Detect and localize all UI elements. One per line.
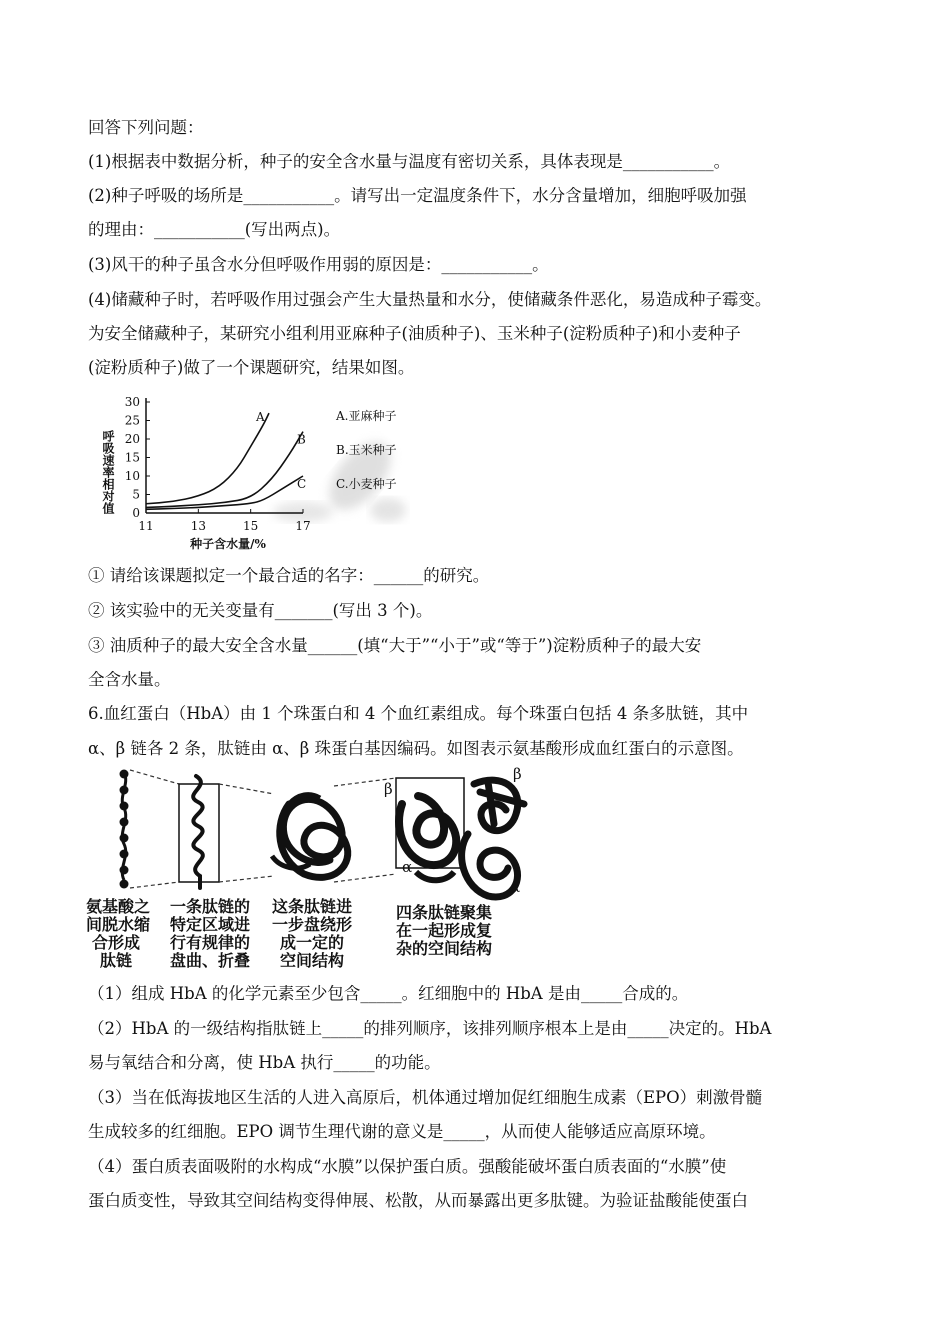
- projection-line: [334, 874, 396, 882]
- question-3: (3)风干的种子虽含水分但呼吸作用弱的原因是：___________。: [88, 255, 549, 274]
- part-3-line-1: （3）当在低海拔地区生活的人进入高原后，机体通过增加促红细胞生成素（EPO）刺激骨髓: [88, 1088, 763, 1107]
- part-2-line-2: 易与氧结合和分离，使 HbA 执行_____的功能。: [88, 1053, 441, 1072]
- folded-peptide-region: [179, 776, 219, 888]
- y-axis-label: 呼吸速率相对值: [101, 430, 115, 514]
- projection-line: [130, 770, 179, 784]
- question-4-line-2: 为安全储藏种子，某研究小组利用亚麻种子(油质种子)、玉米种子(淀粉质种子)和小麦种子: [88, 324, 741, 343]
- amino-acid-chain: [120, 770, 129, 889]
- legend-entry: A.亚麻种子: [336, 409, 397, 423]
- caption-stage-1: 氨基酸之: [86, 897, 151, 916]
- sub-question-2: ② 该实验中的无关变量有_______(写出 3 个)。: [88, 601, 433, 620]
- question-6-line-2: α、β 链各 2 条，肽链由 α、β 珠蛋白基因编码。如图表示氨基酸形成血红蛋白的示意图。: [88, 739, 744, 758]
- chain-label-alpha: α: [402, 858, 413, 876]
- x-tick-label: 17: [295, 519, 311, 533]
- x-tick-label: 11: [138, 519, 154, 533]
- series-curve-label: B: [297, 432, 306, 447]
- part-3-line-2: 生成较多的红细胞。EPO 调节生理代谢的意义是_____，从而使人能够适应高原环境。: [88, 1122, 716, 1141]
- series-curve-label: C: [297, 477, 307, 491]
- tertiary-structure: [272, 795, 348, 878]
- chart-axes: [146, 398, 303, 513]
- part-4-line-1: （4）蛋白质表面吸附的水构成“水膜”以保护蛋白质。强酸能破坏蛋白质表面的“水膜”使: [88, 1157, 727, 1176]
- stage-captions: [86, 897, 492, 970]
- y-tick-label: 30: [124, 395, 140, 409]
- question-6-line-1: 6.血红蛋白（HbA）由 1 个珠蛋白和 4 个血红素组成。每个珠蛋白包括 4 条多肽链，其中: [88, 704, 749, 723]
- y-tick-label: 15: [124, 450, 140, 465]
- sub-question-3-line-1: ③ 油质种子的最大安全含水量______(填“大于”“小于”或“等于”)淀粉质种子的最大安: [88, 636, 702, 655]
- caption-stage-2: 行有规律的: [170, 933, 251, 952]
- question-1: (1)根据表中数据分析，种子的安全含水量与温度有密切关系，具体表现是___________。: [88, 152, 731, 171]
- y-tick-label: 25: [124, 413, 140, 428]
- question-4-line-3: (淀粉质种子)做了一个课题研究，结果如图。: [88, 358, 415, 377]
- projection-line: [219, 876, 274, 882]
- caption-stage-1: 肽链: [100, 951, 133, 970]
- y-tick-label: 0: [132, 506, 140, 520]
- part-1: （1）组成 HbA 的化学元素至少包含_____。红细胞中的 HbA 是由_____合成的。: [88, 984, 689, 1003]
- caption-stage-2: 盘曲、折叠: [170, 951, 251, 970]
- sub-question-3-line-2: 全含水量。: [88, 670, 171, 689]
- caption-stage-3: 这条肽链进: [272, 897, 353, 916]
- part-4-line-2: 蛋白质变性，导致其空间结构变得伸展、松散，从而暴露出更多肽键。为验证盐酸能使蛋白: [88, 1191, 748, 1210]
- legend-entry: C.小麦种子: [336, 477, 397, 491]
- y-tick-label: 5: [132, 487, 140, 502]
- caption-stage-4: 杂的空间结构: [396, 939, 493, 958]
- caption-stage-3: 空间结构: [280, 951, 345, 970]
- chart-legend: [335, 409, 397, 491]
- projection-line: [219, 784, 274, 794]
- question-2-line-1: (2)种子呼吸的场所是___________。请写出一定温度条件下，水分含量增加，细胞呼吸加强: [88, 186, 747, 205]
- caption-stage-3: 一步盘绕形: [272, 915, 353, 934]
- quaternary-structure: [396, 778, 524, 897]
- series-curve-label: A: [255, 410, 265, 425]
- caption-stage-2: 特定区域进: [170, 915, 251, 934]
- caption-stage-3: 成一定的: [280, 933, 345, 952]
- y-tick-label: 20: [124, 432, 140, 446]
- caption-stage-2: 一条肽链的: [170, 897, 251, 916]
- projection-line: [130, 882, 179, 888]
- caption-stage-4: 在一起形成复: [396, 921, 493, 940]
- sub-question-1: ① 请给该课题拟定一个最合适的名字：______的研究。: [88, 566, 490, 585]
- intro-line: 回答下列问题：: [88, 118, 204, 137]
- caption-stage-1: 间脱水缩: [86, 915, 151, 934]
- x-axis-label: 种子含水量/%: [190, 537, 266, 551]
- series-line-B: [146, 432, 303, 508]
- chain-label-beta: β: [384, 780, 393, 798]
- caption-stage-4: 四条肽链聚集: [396, 903, 493, 922]
- chain-label-alpha: α: [510, 878, 521, 896]
- question-2-line-2: 的理由：___________(写出两点)。: [88, 220, 341, 239]
- series-line-A: [146, 413, 269, 504]
- respiration-rate-chart: [98, 392, 428, 552]
- y-tick-label: 10: [124, 469, 140, 483]
- chain-label-beta: β: [513, 765, 522, 783]
- x-tick-label: 13: [190, 519, 206, 533]
- x-tick-label: 15: [243, 519, 259, 533]
- chart-series: [146, 410, 306, 509]
- question-4-line-1: (4)储藏种子时，若呼吸作用过强会产生大量热量和水分，使储藏条件恶化，易造成种子霉变。: [88, 290, 772, 309]
- legend-entry: B.玉米种子: [336, 443, 397, 457]
- caption-stage-1: 合形成: [92, 933, 141, 952]
- part-2-line-1: （2）HbA 的一级结构指肽链上_____的排列顺序，该排列顺序根本上是由_____决定的。HbA: [88, 1019, 772, 1038]
- hemoglobin-formation-diagram: [84, 764, 534, 974]
- print-smudge: [370, 498, 406, 522]
